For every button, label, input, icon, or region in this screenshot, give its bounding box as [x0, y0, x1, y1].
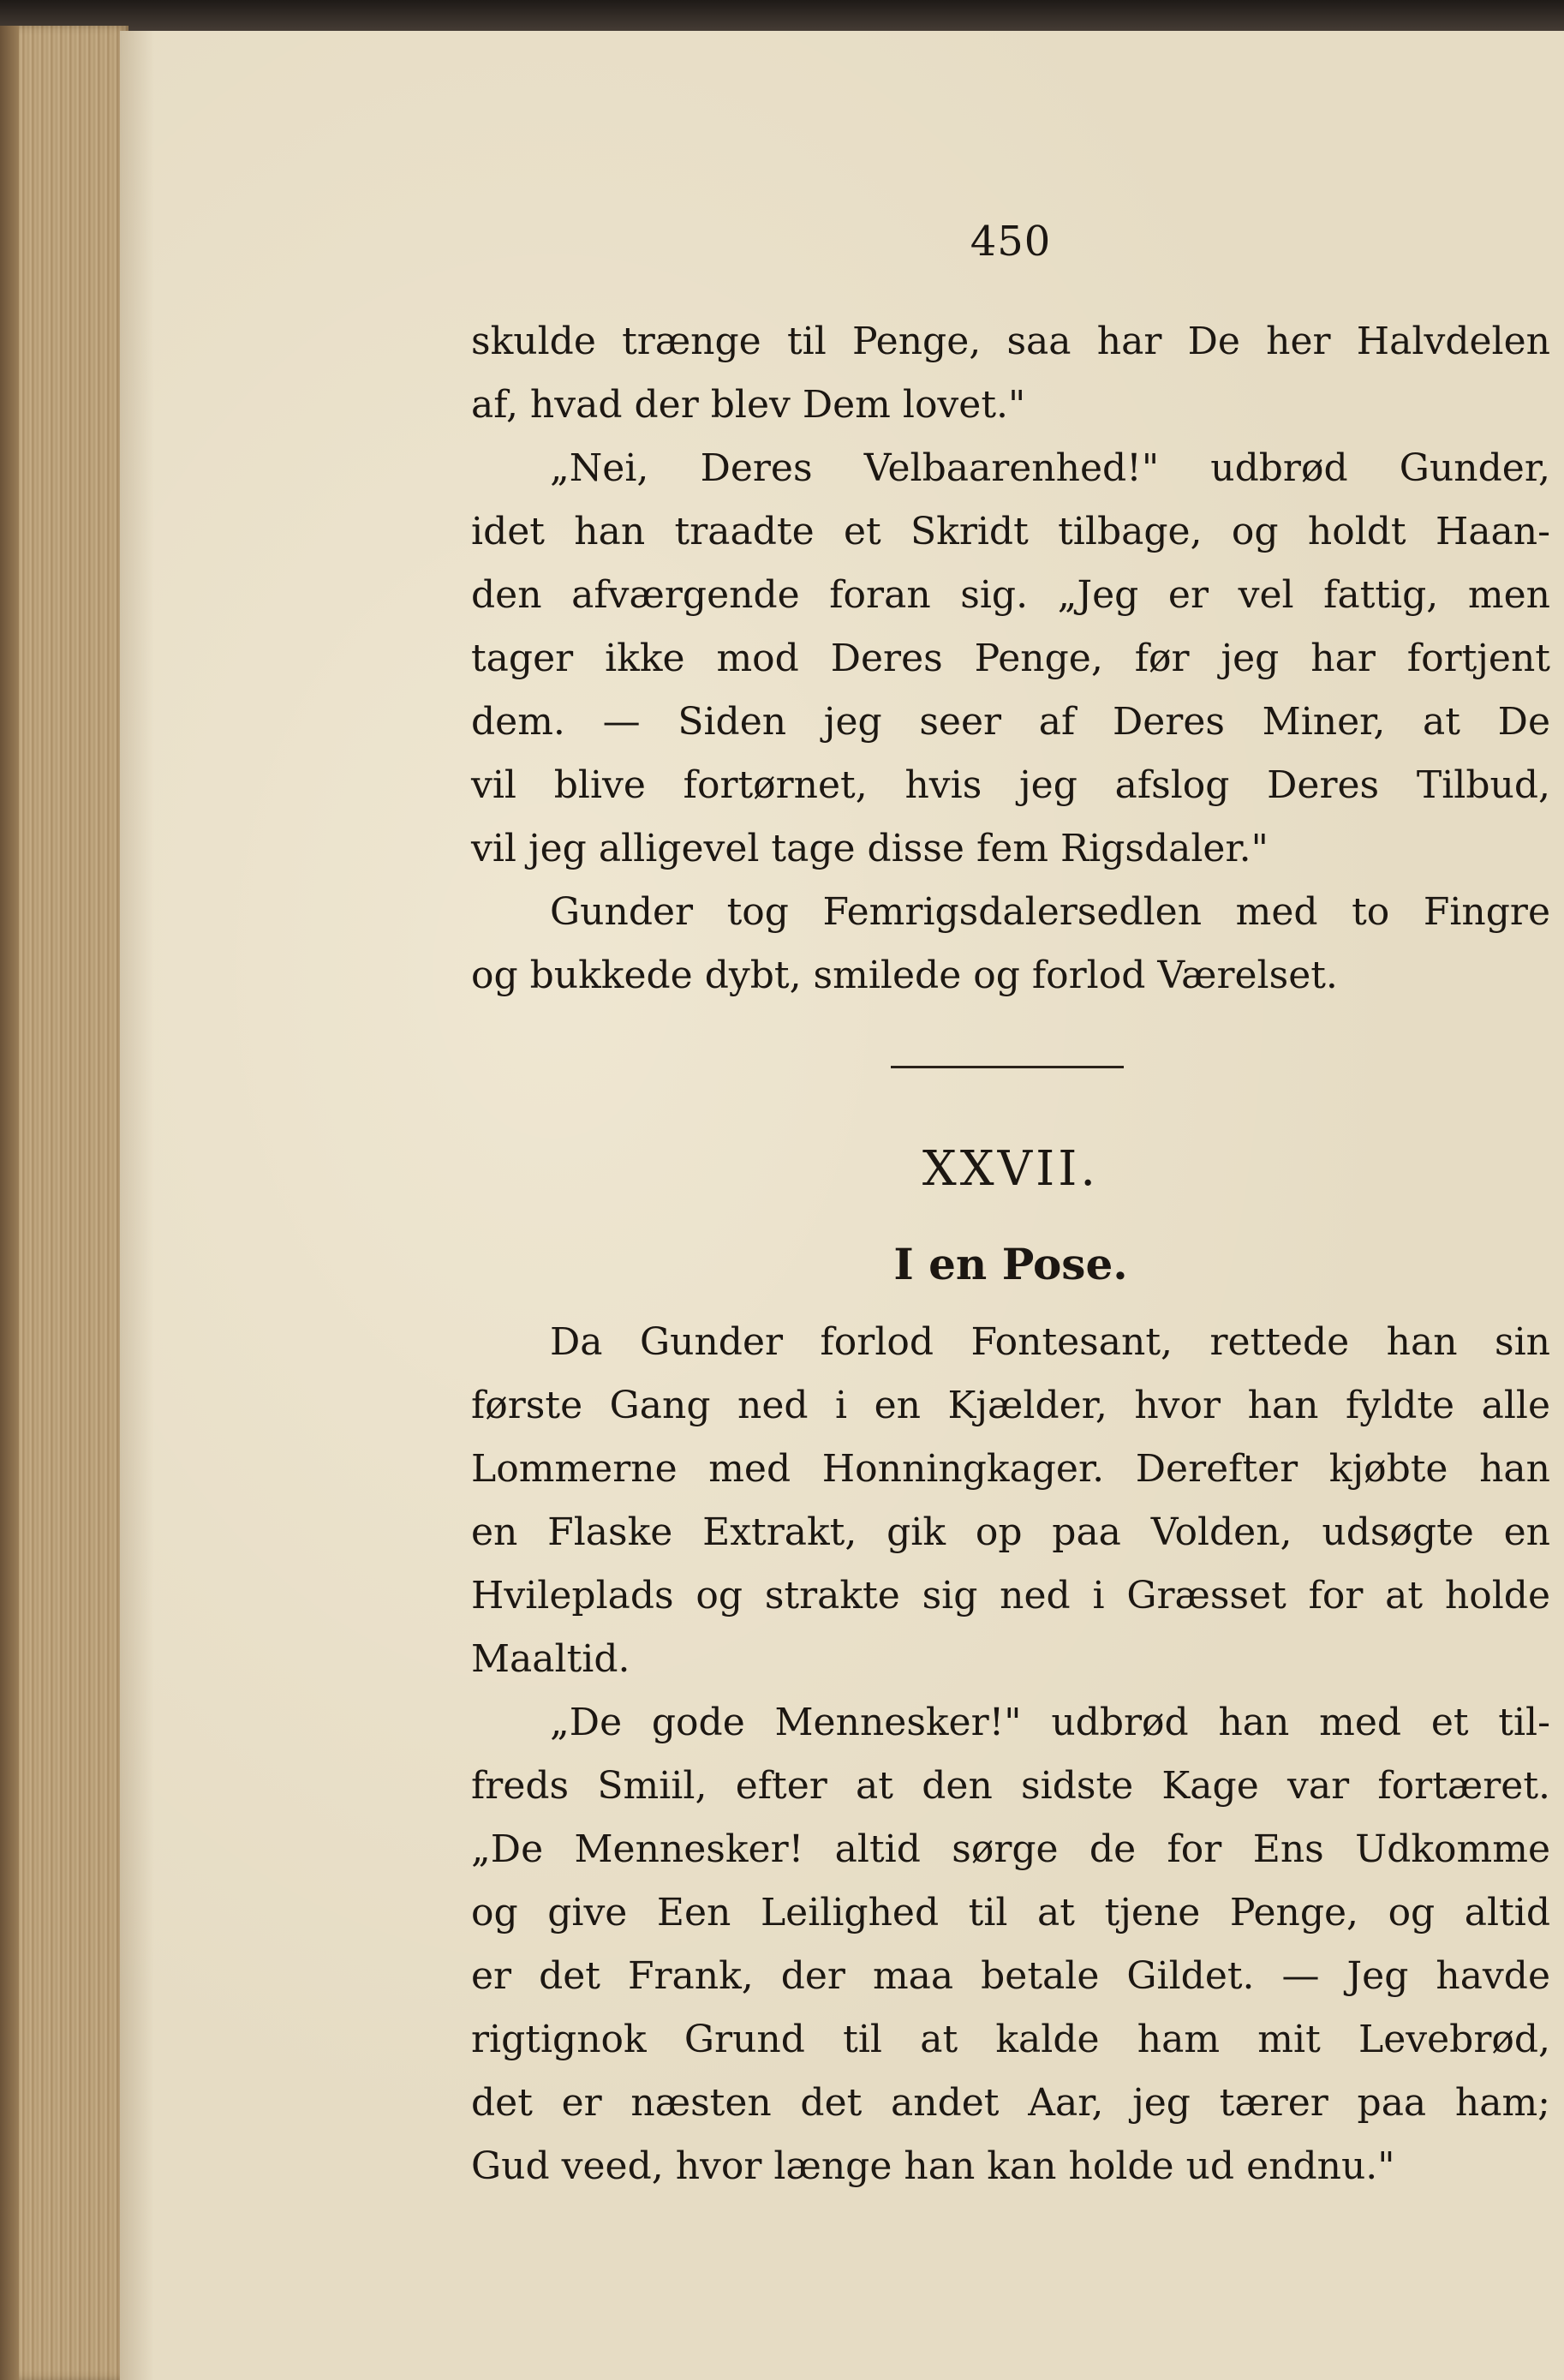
- text-line: freds Smiil, efter at den sidste Kage var fortæret.: [471, 1764, 1550, 1808]
- book-page-edges: [0, 26, 128, 2380]
- chapter-title: I en Pose.: [893, 1239, 1128, 1289]
- text-line: vil jeg alligevel tage disse fem Rigsdaler.": [471, 827, 1269, 870]
- paragraph-4: [471, 1311, 1550, 1691]
- chapter-number: XXVII.: [922, 1141, 1100, 1197]
- text-line: den afværgende foran sig. „Jeg er vel fattig, men: [471, 573, 1550, 617]
- text-line: „De Mennesker! altid sørge de for Ens Udkomme: [471, 1827, 1550, 1871]
- text-line: og give Een Leilighed til at tjene Penge, og altid: [471, 1891, 1550, 1934]
- text-line: af, hvad der blev Dem lovet.": [471, 383, 1026, 427]
- text-line: første Gang ned i en Kjælder, hvor han fyldte alle: [471, 1384, 1550, 1427]
- text-line: vil blive fortørnet, hvis jeg afslog Deres Tilbud,: [471, 763, 1550, 807]
- text-line: og bukkede dybt, smilede og forlod Værelset.: [471, 954, 1338, 997]
- text-line: Hvileplads og strakte sig ned i Græsset for at holde: [471, 1574, 1550, 1618]
- book-page: [120, 31, 1564, 2380]
- text-line: Gud veed, hvor længe han kan holde ud endnu.": [471, 2144, 1395, 2188]
- text-line: Da Gunder forlod Fontesant, rettede han sin: [550, 1320, 1550, 1364]
- paragraph-1: [471, 310, 1550, 437]
- paragraph-5: [471, 1691, 1550, 2198]
- text-line: Lommerne med Honningkager. Derefter kjøbte han: [471, 1447, 1550, 1491]
- book-spine-shadow: [0, 26, 19, 2380]
- paragraph-3: [471, 881, 1550, 1008]
- text-line: Maaltid.: [471, 1637, 630, 1681]
- section-divider: [891, 1066, 1124, 1068]
- text-line: „Nei, Deres Velbaarenhed!" udbrød Gunder,: [550, 446, 1550, 490]
- text-line: er det Frank, der maa betale Gildet. — Jeg havde: [471, 1954, 1550, 1998]
- text-line: „De gode Mennesker!" udbrød han med et til-: [550, 1701, 1550, 1744]
- text-line: rigtignok Grund til at kalde ham mit Levebrød,: [471, 2018, 1550, 2061]
- text-line: skulde trænge til Penge, saa har De her Halvdelen: [471, 320, 1550, 363]
- text-line: det er næsten det andet Aar, jeg tærer paa ham;: [471, 2081, 1550, 2125]
- page-number: 450: [970, 218, 1052, 266]
- text-line: dem. — Siden jeg seer af Deres Miner, at De: [471, 700, 1550, 744]
- text-line: idet han traadte et Skridt tilbage, og holdt Haan-: [471, 510, 1550, 553]
- text-line: en Flaske Extrakt, gik op paa Volden, udsøgte en: [471, 1510, 1550, 1554]
- paragraph-2: [471, 437, 1550, 881]
- text-line: Gunder tog Femrigsdalersedlen med to Fingre: [550, 890, 1550, 934]
- text-line: tager ikke mod Deres Penge, før jeg har fortjent: [471, 637, 1550, 680]
